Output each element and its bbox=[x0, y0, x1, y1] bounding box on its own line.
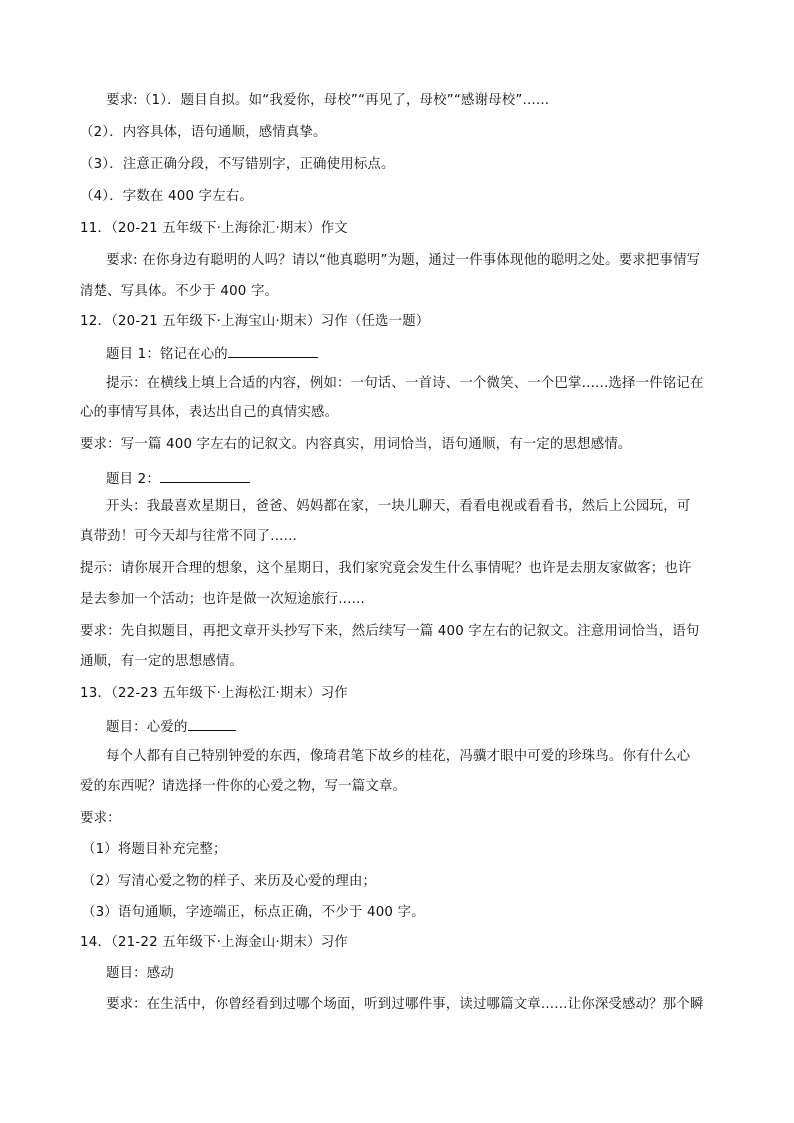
requirement-item-3: （3）．注意正确分段，不写错别字，正确使用标点。 bbox=[80, 157, 395, 172]
question-14-topic: 题目：感动 bbox=[106, 966, 174, 981]
question-11-requirement-cont: 清楚、写具体。不少于 400 字。 bbox=[80, 284, 279, 299]
question-12-opening-cont: 真带劲！可今天却与往常不同了...... bbox=[80, 529, 298, 544]
question-12-hint-1-cont: 心的事情写具体，表达出自己的真情实感。 bbox=[80, 405, 339, 420]
question-12-requirement-1: 要求：写一篇 400 字左右的记叙文。内容真实，用词恰当，语句通顺，有一定的思想感情。 bbox=[80, 437, 632, 452]
question-13-prompt: 每个人都有自己特别钟爱的东西，像琦君笔下故乡的桂花，冯骥才眼中可爱的珍珠鸟。你有什么心 bbox=[106, 749, 691, 764]
question-12-hint-1: 提示：在横线上填上合适的内容，例如：一句话、一首诗、一个微笑、一个巴掌......选择一件铭记在 bbox=[106, 376, 704, 391]
question-14-heading: 14．（21-22 五年级下·上海金山·期末）习作 bbox=[80, 935, 348, 950]
question-13-topic-label: 题目：心爱的 bbox=[106, 720, 188, 735]
requirement-item-2: （2）．内容具体，语句通顺，感情真挚。 bbox=[80, 125, 327, 140]
topic-2-blank bbox=[160, 468, 250, 483]
question-13-requirement-label: 要求： bbox=[80, 811, 121, 826]
topic-2-label: 题目 2： bbox=[106, 472, 160, 487]
question-11-heading: 11．（20-21 五年级下·上海徐汇·期末）作文 bbox=[80, 221, 348, 236]
question-12-requirement-2-cont: 通顺，有一定的思想感情。 bbox=[80, 654, 244, 669]
question-12-hint-2-cont: 是去参加一个活动；也许是做一次短途旅行...... bbox=[80, 592, 365, 607]
question-13-topic-blank bbox=[188, 716, 236, 731]
question-12-opening: 开头：我最喜欢星期日，爸爸、妈妈都在家，一块儿聊天，看看电视或看看书，然后上公园玩，可 bbox=[106, 499, 691, 514]
question-14-requirement: 要求：在生活中，你曾经看到过哪个场面，听到过哪件事，读过哪篇文章......让你深受感动？那个瞬 bbox=[106, 997, 704, 1012]
topic-1-blank bbox=[228, 343, 318, 358]
question-13-heading: 13．（22-23 五年级下·上海松江·期末）习作 bbox=[80, 686, 348, 701]
requirement-line-1: 要求:（1）．题目自拟。如“我爱你，母校”“再见了，母校”“感谢母校”...... bbox=[106, 93, 550, 108]
question-13-topic bbox=[106, 716, 746, 737]
question-13-requirement-3: （3）语句通顺，字迹端正，标点正确，不少于 400 字。 bbox=[82, 905, 425, 920]
question-12-topic-1 bbox=[106, 343, 746, 364]
question-13-prompt-cont: 爱的东西呢？请选择一件你的心爱之物，写一篇文章。 bbox=[80, 779, 407, 794]
requirement-item-4: （4）．字数在 400 字左右。 bbox=[80, 189, 253, 204]
question-12-heading: 12．（20-21 五年级下·上海宝山·期末）习作（任选一题） bbox=[80, 314, 430, 329]
question-11-requirement: 要求: 在你身边有聪明的人吗？请以“他真聪明”为题，通过一件事体现他的聪明之处。要求把事情写 bbox=[106, 253, 701, 268]
question-13-requirement-1: （1）将题目补充完整； bbox=[82, 842, 227, 857]
question-12-topic-2 bbox=[106, 468, 746, 489]
question-12-hint-2: 提示：请你展开合理的想象，这个星期日，我们家究竟会发生什么事情呢？也许是去朋友家做客；也许 bbox=[80, 561, 692, 576]
question-13-requirement-2: （2）写清心爱之物的样子、来历及心爱的理由； bbox=[82, 874, 377, 889]
question-12-requirement-2: 要求：先自拟题目，再把文章开头抄写下来，然后续写一篇 400 字左右的记叙文。注意用词恰当，语句 bbox=[80, 624, 700, 639]
topic-1-label: 题目 1：铭记在心的 bbox=[106, 347, 228, 362]
